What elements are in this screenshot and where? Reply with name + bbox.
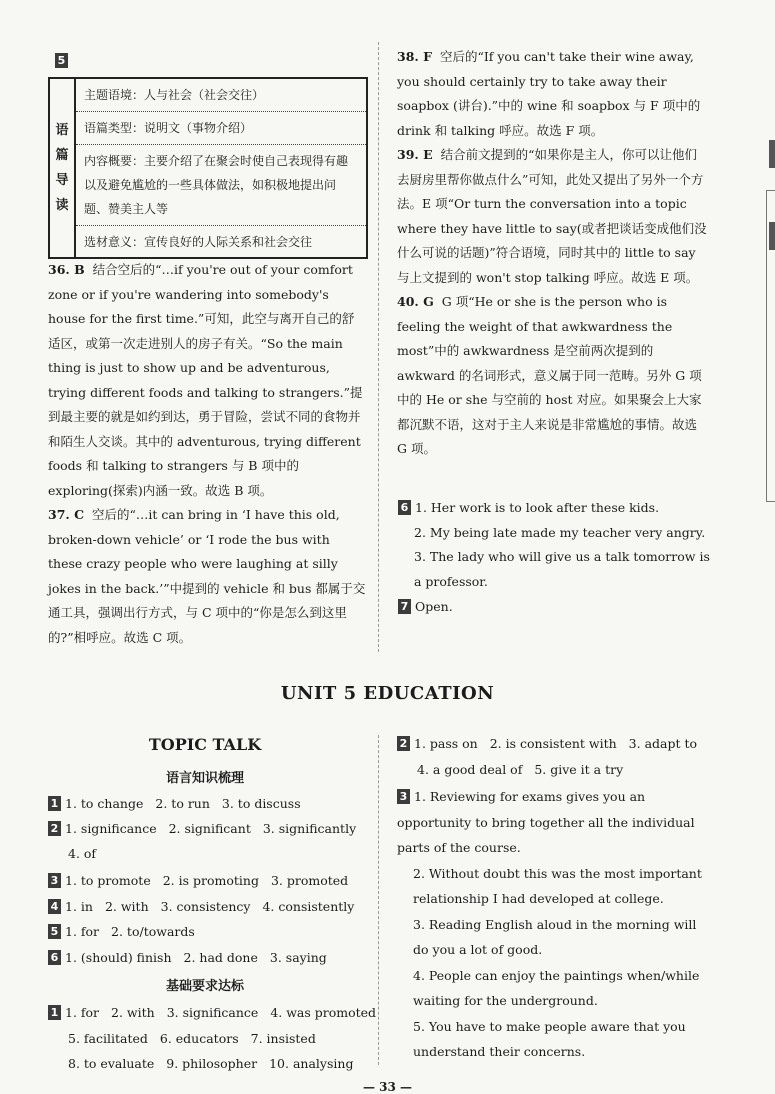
answer-item: 10. analysing: [269, 1056, 354, 1071]
lang-row-6: [48, 945, 339, 970]
answer-item: 2. to/towards: [111, 924, 195, 939]
answer-item: 1. for: [65, 1005, 100, 1020]
answer-item: 4. of: [68, 846, 97, 861]
section-number: 6: [48, 950, 61, 965]
sec6-item: 2. My being late made my teacher very angry.: [414, 524, 706, 540]
right-answers: [397, 45, 707, 462]
unit-title: UNIT 5 EDUCATION: [280, 683, 495, 704]
right-sec2-row-1: [397, 731, 709, 756]
guide-label-char: 语: [55, 123, 69, 138]
sentence-item: [397, 963, 709, 1014]
answer-number: 40. G: [397, 294, 434, 309]
lang-row-2-extra: [68, 841, 108, 866]
answer-item: 3. significantly: [262, 821, 357, 836]
answer-item: 1. pass on: [414, 736, 478, 751]
answer-item: 7. insisted: [250, 1031, 316, 1046]
section-number: 5: [48, 924, 61, 939]
section-6: [398, 496, 710, 594]
topic-talk-title: TOPIC TALK: [148, 735, 262, 754]
language-knowledge-title: 语言知识梳理: [165, 771, 244, 786]
sec6-line: [398, 545, 710, 594]
answer-40: [397, 290, 707, 462]
guide-row-type: 语篇类型：说明文（事物介绍）: [76, 112, 366, 145]
answer-item: 4. was promoted: [270, 1005, 377, 1020]
basic-row-1: [48, 1000, 388, 1025]
guide-label-char: 读: [55, 198, 69, 213]
lang-row-5: [48, 919, 207, 944]
guide-label-char: 导: [55, 173, 69, 188]
answer-item: 2. is consistent with: [489, 736, 617, 751]
guide-row-summary: 内容概要：主要介绍了在聚会时使自己表现得有趣以及避免尴尬的一些具体做法，如积极地提出问题、赞美主人等: [76, 145, 366, 226]
section-number: 3: [397, 789, 410, 804]
lang-row-4: [48, 894, 366, 919]
answer-item: 3. saying: [269, 950, 327, 965]
lang-row-2: [48, 816, 368, 841]
answer-item: 2. with: [104, 899, 149, 914]
sentence-text: 4. People can enjoy the paintings when/while waiting for the underground.: [413, 967, 700, 1008]
sentence-item: [397, 861, 709, 912]
answer-38: [397, 45, 707, 143]
sentence-text: 3. Reading English aloud in the morning will do you a lot of good.: [413, 916, 697, 957]
answer-number: 36. B: [48, 262, 85, 277]
answer-item: 4. a good deal of: [417, 762, 523, 777]
answer-item: 1. in: [65, 899, 93, 914]
section-number: 2: [397, 736, 410, 751]
answer-text: 空后的“If you can't take their wine away, you should certainly try to take away their soapbox (讲台).”中的 wine 和 soapbox 与 F 项中的 drink 和 talking 呼应。故选 F 项。: [397, 49, 701, 138]
answer-item: 1. significance: [65, 821, 157, 836]
answer-number: 37. C: [48, 507, 85, 522]
answer-item: 1. to change: [65, 796, 144, 811]
column-divider: [378, 42, 379, 652]
section-number: 4: [48, 899, 61, 914]
section-5-badge: [55, 50, 72, 69]
answer-37: [48, 503, 366, 650]
answer-item: 3. promoted: [270, 873, 349, 888]
sec6-item: 3. The lady who will give us a talk tomorrow is a professor.: [414, 549, 710, 589]
answer-36: [48, 258, 366, 503]
sentence-text: 2. Without doubt this was the most important relationship I had developed at college.: [413, 865, 702, 906]
answer-item: 9. philosopher: [166, 1056, 258, 1071]
guide-row-theme: 主题语境：人与社会（社会交往）: [76, 79, 366, 112]
answer-text: 结合前文提到的“如果你是主人，你可以让他们去厨房里帮你做点什么”可知，此处又提出了另外一个方法。E 项“Or turn the conversation into a topic where they have little to say(或者把谈话变成他们没什么可说的话题)”符合语境，同时其中的 little to say 与上文提到的 won't stop talking 呼应。故选 E 项。: [397, 147, 707, 285]
sec7-text: Open.: [415, 599, 453, 614]
sec6-line: [398, 496, 710, 521]
guide-label: [50, 79, 76, 257]
section-number: 3: [48, 873, 61, 888]
sec6-line: [398, 521, 710, 546]
answer-item: 2. significant: [168, 821, 251, 836]
sentence-text: 1. Reviewing for exams gives you an opportunity to bring together all the individual parts of the course.: [397, 789, 695, 855]
answer-item: 6. educators: [159, 1031, 239, 1046]
section-number: 5: [55, 53, 68, 68]
guide-label-char: 篇: [55, 148, 69, 163]
answer-text: G 项“He or she is the person who is feeling the weight of that awkwardness the most”中的 awkwardness 是空前两次提到的 awkward 的名词形式，意义属于同一范畴。另外 G 项中的 He or she 与空前的 host 对应。如果聚会上大家都沉默不语，这对于主人来说是非常尴尬的事情。故选 G 项。: [397, 294, 702, 456]
answer-item: 1. (should) finish: [65, 950, 172, 965]
answer-item: 1. to promote: [65, 873, 151, 888]
edge-marker: [769, 140, 775, 168]
answer-item: 5. facilitated: [68, 1031, 148, 1046]
section-number: 1: [48, 796, 61, 811]
section-number: 2: [48, 821, 61, 836]
answer-text: 结合空后的“…if you're out of your comfort zone or if you're wandering into somebody's house for the first time.”可知，此空与离开自己的舒适区，或第一次走进别人的房子有关。“So the main thing is just to show up and be adventurous, trying different foods and talking to strangers.”提到最主要的就是如约到达，勇于冒险，尝试不同的食物并和陌生人交谈。其中的 adventurous, trying different foods 和 talking to strangers 与 B 项中的 exploring(探索)内涵一致。故选 B 项。: [48, 262, 363, 498]
sentence-text: 5. You have to make people aware that you understand their concerns.: [413, 1018, 686, 1059]
answer-item: 2. had done: [183, 950, 258, 965]
guide-row-significance: 选材意义：宣传良好的人际关系和社会交往: [84, 235, 313, 249]
section-7: [398, 595, 453, 620]
answer-text: 空后的“…it can bring in ‘I have this old, broken-down vehicle’ or ‘I rode the bus with these crazy people who were laughing at silly jokes in the back.’”中提到的 vehicle 和 bus 都属于交通工具，强调出行方式，与 C 项中的“你是怎么到这里的?”相呼应。故选 C 项。: [48, 507, 366, 645]
answer-item: 2. with: [111, 1005, 155, 1020]
answer-number: 39. E: [397, 147, 433, 162]
basic-requirements-title: 基础要求达标: [165, 979, 244, 994]
sec6-item: 1. Her work is to look after these kids.: [415, 500, 660, 515]
answer-item: 2. to run: [155, 796, 210, 811]
sentence-item: [397, 784, 709, 861]
edge-frame: [766, 190, 775, 502]
basic-row-2: [68, 1026, 328, 1051]
answer-number: 38. F: [397, 49, 432, 64]
lang-row-1: [48, 791, 313, 816]
right-sec2-row-2: [417, 757, 635, 782]
column-divider: [378, 735, 379, 1065]
right-sec3: [397, 784, 709, 1065]
answer-item: 8. to evaluate: [68, 1056, 155, 1071]
answer-item: 5. give it a try: [534, 762, 624, 777]
answer-item: 2. is promoting: [162, 873, 259, 888]
lang-row-3: [48, 868, 360, 893]
answer-item: 3. adapt to: [628, 736, 698, 751]
reading-guide-box: [48, 77, 368, 259]
answer-item: 3. significance: [166, 1005, 259, 1020]
section-number: 1: [48, 1005, 61, 1020]
section-number: 6: [398, 500, 411, 515]
basic-row-3: [68, 1051, 365, 1076]
answer-item: 1. for: [65, 924, 100, 939]
answer-item: 3. to discuss: [221, 796, 301, 811]
sentence-item: [397, 1014, 709, 1065]
answer-item: 4. consistently: [262, 899, 355, 914]
page-number: — 33 —: [362, 1080, 413, 1094]
section-number: 7: [398, 599, 411, 614]
left-answers: [48, 258, 366, 650]
answer-39: [397, 143, 707, 290]
sentence-item: [397, 912, 709, 963]
answer-item: 3. consistency: [160, 899, 251, 914]
